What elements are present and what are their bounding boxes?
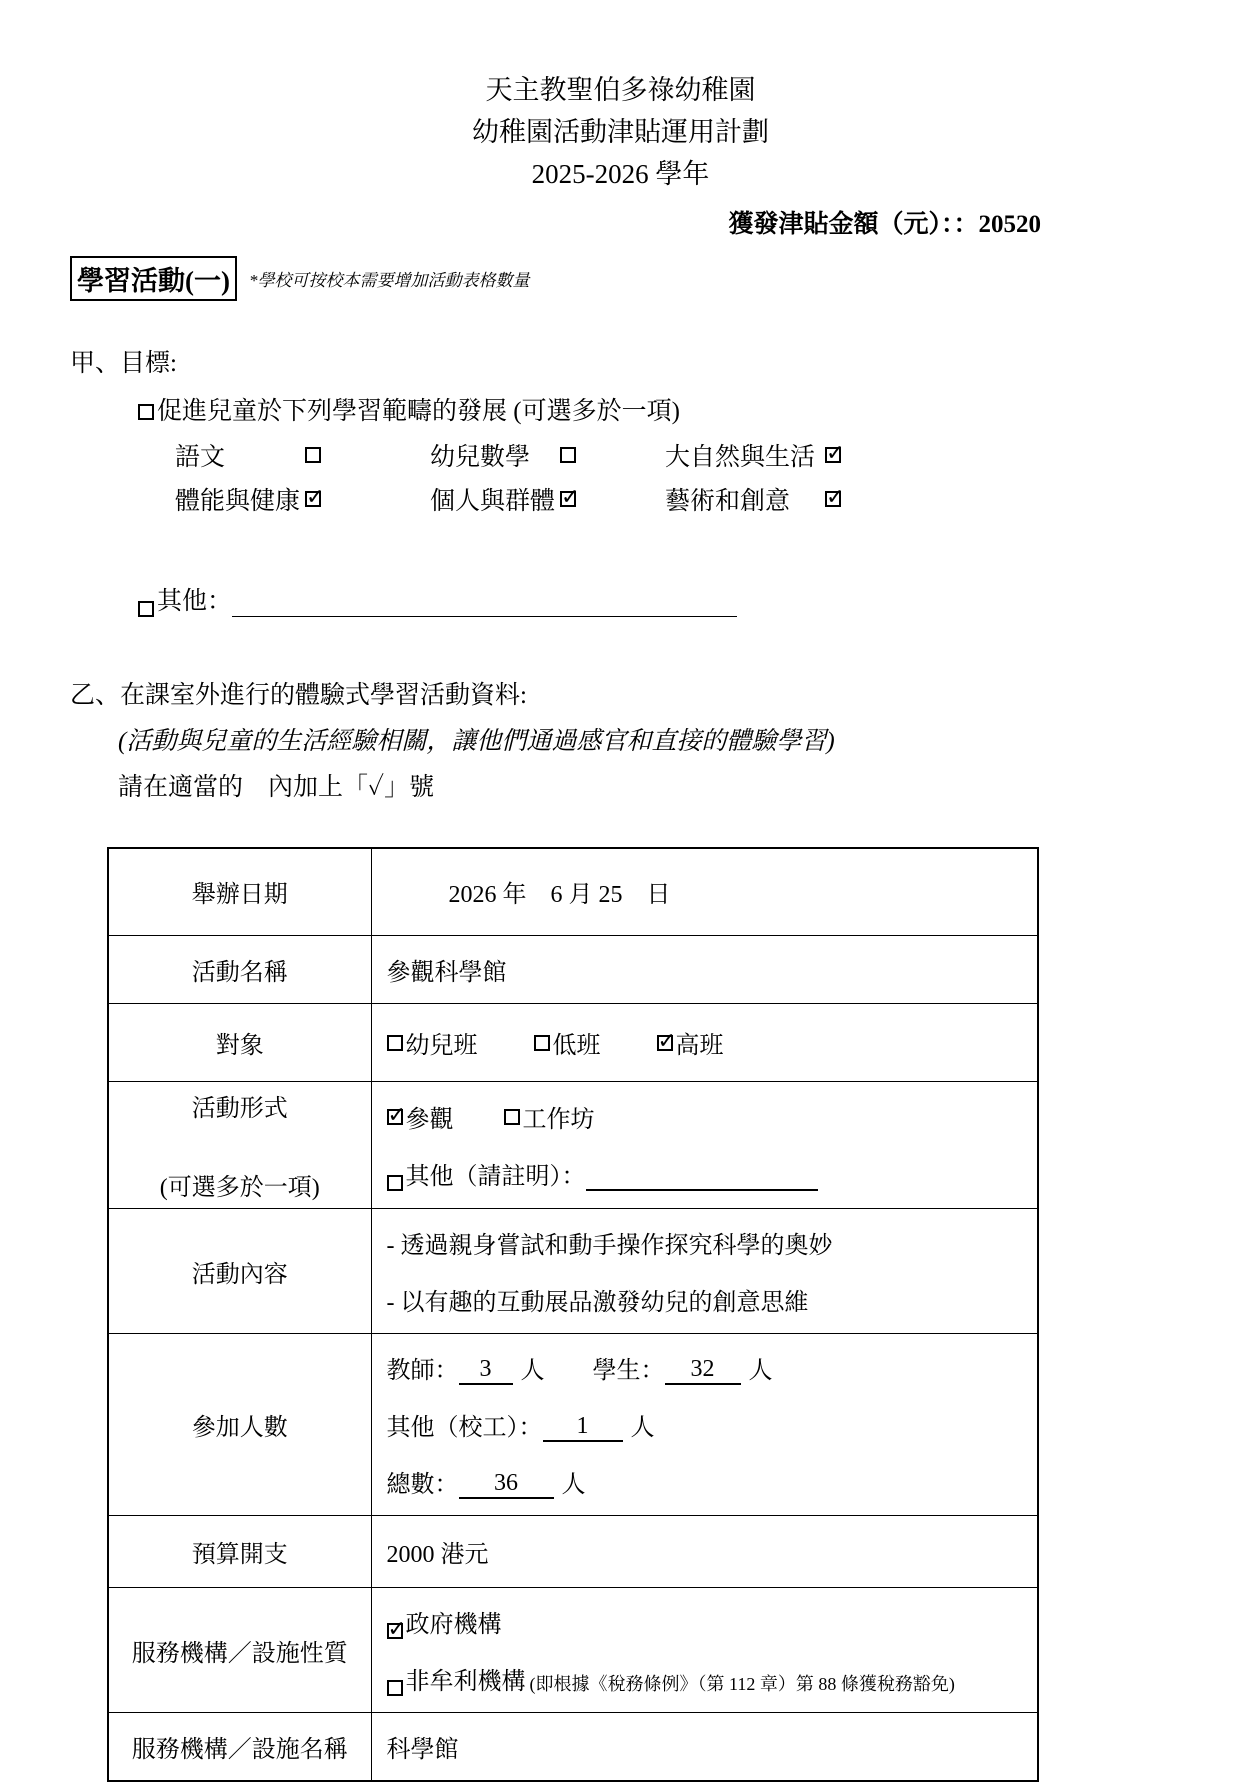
target-option (657, 1025, 724, 1060)
row-label: 參加人數 (108, 1334, 371, 1516)
domain-label: 大自然與生活 (665, 443, 816, 471)
teacher-label: 教師： (386, 1358, 459, 1385)
org-type-checkbox[interactable] (387, 1680, 403, 1696)
development-checkbox[interactable] (138, 404, 154, 420)
row-label-note: (可選多於一項) (159, 1175, 320, 1202)
format-other-label: 其他（請註明）： (405, 1164, 586, 1191)
content-line: - 以有趣的互動展品激發幼兒的創意思維 (386, 1290, 809, 1317)
development-option (138, 391, 1171, 427)
subsidy-amount: 20520 (978, 210, 1041, 238)
target-checkbox[interactable] (657, 1035, 673, 1051)
table-row (108, 1209, 1038, 1334)
student-label: 學生： (592, 1358, 665, 1385)
total-count-field[interactable]: 36 (459, 1470, 554, 1499)
row-label: 對象 (108, 1004, 371, 1082)
target-option (387, 1025, 478, 1060)
subsidy-line (70, 204, 1171, 240)
other-checkbox[interactable] (138, 601, 154, 617)
target-option-label: 低班 (552, 1033, 601, 1060)
tax-exemption-note: (即根據《稅務條例》（第 112 章）第 88 條獲稅務豁免) (529, 1674, 955, 1695)
domain-checkbox[interactable] (305, 491, 321, 507)
participants-line-3 (387, 1464, 1026, 1499)
domain-label: 幼兒數學 (430, 443, 531, 471)
table-row (108, 848, 1038, 936)
other-staff-label: 其他（校工）： (386, 1415, 543, 1442)
domain-row (175, 481, 1171, 517)
school-year: 2025-2026 學年 (531, 158, 710, 189)
domain-checkbox[interactable] (560, 447, 576, 463)
activity-subnote: (活動與兒童的生活經驗相關，讓他們通過感官和直接的體驗學習) (118, 727, 835, 755)
unit-label: 人 (748, 1358, 773, 1385)
domain-option (665, 437, 844, 473)
table-row (108, 1334, 1038, 1516)
row-label: 舉辦日期 (108, 848, 371, 936)
activity-instruction: 請在適當的 內加上「✓」號 (118, 773, 435, 801)
domain-label: 藝術和創意 (665, 487, 791, 515)
domain-label: 個人與群體 (430, 487, 556, 515)
target-option-label: 幼兒班 (405, 1033, 478, 1060)
other-input-line[interactable] (232, 587, 737, 617)
format-checkbox[interactable] (504, 1109, 520, 1125)
format-option (504, 1099, 595, 1134)
activity-name-value[interactable]: 參觀科學館 (386, 960, 507, 987)
budget-value[interactable]: 2000 港元 (386, 1542, 489, 1569)
domain-checkbox[interactable] (825, 491, 841, 507)
domain-checkbox[interactable] (560, 491, 576, 507)
activity-section (70, 675, 1171, 803)
section-title: 學習活動(一) (70, 256, 237, 301)
table-row (108, 1004, 1038, 1082)
participants-line-1 (387, 1350, 1026, 1385)
format-options-line (387, 1099, 1026, 1134)
row-label: 活動名稱 (108, 936, 371, 1004)
school-name: 天主教聖伯多祿幼稚園 (485, 75, 756, 105)
row-label: 服務機構／設施性質 (108, 1588, 371, 1713)
org-type-option-label: 政府機構 (405, 1612, 502, 1639)
plan-title: 幼稚園活動津貼運用計劃 (472, 116, 769, 147)
domain-option (665, 481, 844, 517)
objectives-heading: 甲、目標: (70, 349, 177, 377)
table-row (108, 936, 1038, 1004)
unit-label: 人 (520, 1358, 545, 1385)
org-type-option (387, 1604, 1026, 1639)
format-checkbox[interactable] (387, 1109, 403, 1125)
domain-option (430, 437, 665, 473)
other-staff-count-field[interactable]: 1 (543, 1413, 623, 1442)
section-header (70, 256, 1171, 301)
date-value[interactable]: 2026 年 6 月 25 日 (448, 882, 671, 909)
domain-label: 語文 (175, 443, 226, 471)
target-checkbox[interactable] (387, 1035, 403, 1051)
domain-option (175, 437, 430, 473)
table-row (108, 1516, 1038, 1588)
domain-row (175, 437, 1171, 473)
format-option (387, 1099, 454, 1134)
other-label: 其他： (157, 587, 233, 615)
org-type-checkbox[interactable] (387, 1623, 403, 1639)
table-row (108, 1713, 1038, 1782)
target-option (534, 1025, 601, 1060)
domain-option (175, 481, 430, 517)
domain-option (430, 481, 665, 517)
format-other-line (387, 1156, 1026, 1191)
table-row (108, 1588, 1038, 1713)
domain-checkbox[interactable] (825, 447, 841, 463)
unit-label: 人 (630, 1415, 655, 1442)
table-row (108, 1082, 1038, 1209)
org-type-option (387, 1661, 1026, 1696)
domain-checklist (175, 437, 1171, 517)
content-line: - 透過親身嘗試和動手操作探究科學的奧妙 (386, 1233, 833, 1260)
row-label: 活動形式 (191, 1096, 288, 1123)
row-label: 服務機構／設施名稱 (108, 1713, 371, 1782)
target-option-label: 高班 (675, 1033, 724, 1060)
teacher-count-field[interactable]: 3 (459, 1356, 513, 1385)
subsidy-label: 獲發津貼金額（元）：： (728, 210, 979, 238)
target-checkbox[interactable] (534, 1035, 550, 1051)
total-label: 總數： (386, 1472, 459, 1499)
section-note: *學校可按校本需要增加活動表格數量 (248, 270, 530, 290)
domain-label: 體能與健康 (175, 487, 301, 515)
title-block (70, 70, 1171, 196)
participants-line-2 (387, 1407, 1026, 1442)
row-label: 活動內容 (108, 1209, 371, 1334)
development-label: 促進兒童於下列學習範疇的發展 (可選多於一項) (157, 397, 680, 425)
activity-heading: 乙、在課室外進行的體驗式學習活動資料: (70, 681, 527, 709)
org-type-option-label: 非牟利機構 (405, 1669, 526, 1696)
activity-table (107, 847, 1039, 1782)
format-option-label: 參觀 (405, 1107, 454, 1134)
row-label: 預算開支 (108, 1516, 371, 1588)
org-name-value[interactable]: 科學館 (386, 1737, 459, 1764)
format-other-input-line[interactable] (586, 1163, 818, 1191)
format-option-label: 工作坊 (522, 1107, 595, 1134)
student-count-field[interactable]: 32 (665, 1356, 741, 1385)
domain-checkbox[interactable] (305, 447, 321, 463)
unit-label: 人 (561, 1472, 586, 1499)
objectives-other (138, 581, 1171, 617)
format-other-checkbox[interactable] (387, 1175, 403, 1191)
